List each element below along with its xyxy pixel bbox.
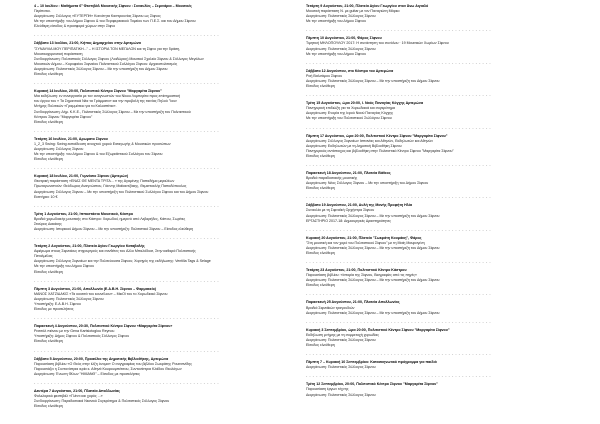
event-detail-line: Συνδιοργάνωση: Πολιτιστικός Σύλλογος Σίφνου (Λοιδώρας) Μουσικό Σχολείο Σίφνου & Σύλλογος Μεγάλων <box>34 56 204 61</box>
dotted-separator: - - - - - - - - - - - - - - - - - - - - - - - - - - - - - - - - - - - - - - - - - - - - - - - - - - - - - - - <box>34 81 220 86</box>
event-detail-line: Διοργάνωση: Σύλλογος Σιφναίων και την Πολιτεύουσα Σίφνου; Χορηγός της εκδήλωσης: Ventilia Tags & Selage <box>34 259 211 264</box>
event-entry <box>34 4 296 29</box>
event-detail-line: Διοργάνωση: Πολιτιστικός Σύλλογος Σίφνου – Με την υποστήριξη του Δήμου Σίφνου <box>306 278 440 283</box>
event-title: Τετάρτη 2 Αυγούστου, 21:00, Πλατεία Αγίου Γεωργίου Καταβαλής <box>34 244 145 249</box>
event-detail-line: Περίπατοι. <box>34 9 51 14</box>
event-detail-line: Διοργάνωση: Πολιτιστικός Σύλλογος Σίφνου – Με την υποστήριξη του Δήμου Σίφνου <box>306 310 440 315</box>
event-detail-line: Βραδιά παραδοσιακής μουσικής <box>306 176 358 181</box>
event-detail-line: Διοργάνωση: Πολιτιστικός Σύλλογος Σίφνου – Με την υποστήριξη του Δήμου Σίφνου <box>34 66 168 71</box>
event-entry <box>34 41 296 77</box>
event-title: Κυριακή 3 Σεπτεμβρίου, ώρα 20:00, Πολιτιστικό Κέντρο Σίφνου "Μαργαρίτα Σίφνου" <box>306 327 450 332</box>
dotted-separator: - - - - - - - - - - - - - - - - - - - - - - - - - - - - - - - - - - - - - - - - - - - - - - - - - - - - - - - <box>34 348 220 353</box>
event-detail-line: Διοργάνωση: Πολιτιστικός Σύλλογος Σίφνου <box>306 46 376 51</box>
event-entry <box>306 300 568 315</box>
event-title: Κυριακή 20 Αυγούστου, 21:00, Πλατεία "Σωκράτη Κουμάκη", Φάρος <box>306 235 422 240</box>
dotted-separator: - - - - - - - - - - - - - - - - - - - - - - - - - - - - - - - - - - - - - - - - - - - - - - - - - - - - - - - <box>306 195 492 200</box>
event-detail-line: Εισιτήρια: 10 € <box>34 194 58 199</box>
event-detail-line: ΕΡΓΑΣΤΗΡΙΟ 2017-18: Δημιουργικές Δραστηριότητες <box>306 218 391 223</box>
event-detail-line: Διοργάνωση: Πολιτιστικός Σύλλογος Σίφνου <box>306 14 376 19</box>
event-detail-line: Είσοδος ελεύθερη <box>34 339 63 344</box>
event-detail-line: Διοργάνωση: Πολιτιστικός Σύλλογος Σίφνου <box>306 392 376 397</box>
dotted-separator: - - - - - - - - - - - - - - - - - - - - - - - - - - - - - - - - - - - - - - - - - - - - - - - - - - - - - - - <box>34 166 220 171</box>
event-detail-line: Συνδιοργάνωση: Παραδοσιακά Νεανικό Συγκρότημα & Πολιτιστικός Σύλλογος Σίφνου <box>34 399 170 404</box>
event-detail-line: Παρουσιάζει η Συντονίστρια ιερία κ. Αθηνά Κουρουμπέτσου, Συντονίστρια Κλάδου Θεολόγων <box>34 366 182 371</box>
event-entry <box>306 268 568 288</box>
event-entry <box>306 236 568 256</box>
event-title: Πέμπτη 3 Αυγούστου, 21:00, Απολλωνία (Ε.Α.Β.Η. Σίφνου – Φαρμακείο) <box>34 286 157 291</box>
dotted-separator: - - - - - - - - - - - - - - - - - - - - - - - - - - - - - - - - - - - - - - - - - - - - - - - - - - - - - - - <box>306 292 492 297</box>
event-detail-line: του έργου του « Τα Σημαντικά Νέα τα Γράμματα» και την προβολή της ταινίας Πηλού "Ιουν <box>34 99 177 104</box>
event-detail-line: Πανηγυρικός αντίστοιχος και βιβλιοθήκη στην Πολιτιστικό Κέντρο Σίφνου "Μαργαρίτα Σίφνου" <box>306 148 454 153</box>
event-entry <box>34 389 296 409</box>
event-detail-line: Διοργάνωση: Ένωση Φίλων "ΗΜΙΑΝΘ" – Είσοδος με προσκλήσεις <box>34 371 140 376</box>
event-detail-line: Διοργάνωση: Σύλλογος Σίφνου <box>34 146 84 151</box>
event-detail-line: Διοργάνωση: Πολιτιστικός Σύλλογος Σίφνου <box>34 296 104 301</box>
event-detail-line: Μουσικών Δήμου – Κορυφαίου Σιφναίου Πολιτιστικού Συλλόγου Σίφνου: Αρχαιοπολιτισμός <box>34 61 178 66</box>
dotted-separator: - - - - - - - - - - - - - - - - - - - - - - - - - - - - - - - - - - - - - - - - - - - - - - - - - - - - - - - <box>306 28 492 33</box>
event-detail-line: Διοργάνωση: Πολιτιστικός Σύλλογος Σίφνου <box>306 337 376 342</box>
event-detail-line: Συνδιοργάνωση: Δήμ. Κ.Κ.Ε., Πολιτιστικός Σύλλογος Σίφνου – Με την υποστήριξη του Πολιτιστικού <box>34 109 191 114</box>
event-title: Τρίτη 12 Σεπτεμβρίου, 20:00, Πολιτιστικό Κέντρο Σίφνου "Μαργαρίτα Σίφνου" <box>306 382 438 387</box>
event-detail-line: Τιμητική ΜΗΛΟΠΟΥΛΟΥ 2017: Η συνάντηση του συνόλου · 19 Μουσικών Χωρίων Σίφνου <box>306 41 449 46</box>
event-entry <box>306 171 568 191</box>
event-title: Κυριακή 14 Ιουλίου, 20:00, Πολιτιστικό Κέντρο Σίφνου "Μαργαρίτα Σίφνου" <box>34 89 162 94</box>
event-entry <box>306 360 568 370</box>
dotted-separator: - - - - - - - - - - - - - - - - - - - - - - - - - - - - - - - - - - - - - - - - - - - - - - - - - - - - - - - <box>306 125 492 130</box>
event-detail-line: Παρουσίαση βιβλίου «Ο Θεός στην έλξη όνομα» Ο συγγραφέας του βιβλίου Σωκράτης Ρουσσινίδης <box>34 361 192 366</box>
event-detail-line: 1_2_3 Swing: Swing εκπαίδευση ανοιχτού χορού Εισαγωγής & Μουσικών προσώπων <box>34 141 171 146</box>
event-title: Τρίτη 15 Αυγούστου, ώρα 20:00, Ι. Ναός Παναγίας Κόγχης Αρτεμώνα <box>306 101 424 106</box>
event-detail-line: Ελεύθερη είσοδος & προσφορά χώρων στην Σίφνο <box>34 24 116 29</box>
event-entry <box>34 174 296 199</box>
event-detail-line: Βραδιά Σιφναϊκών τραγουδιών <box>306 305 355 310</box>
event-detail-line: Βραδιά χορωδιακής μουσικής στο Κάστρο: Χορωδιοί, ημερινό από Λεβαρήδες, Κάπου, Σωρίτες <box>34 216 186 221</box>
event-detail-line: Μουσικοχορευτική παράσταση <box>34 51 83 56</box>
dotted-separator: - - - - - - - - - - - - - - - - - - - - - - - - - - - - - - - - - - - - - - - - - - - - - - - - - - - - - - - <box>306 352 492 357</box>
event-detail-line: Διοργάνωση: Ενορία της Ιερού Ναού Παναγίας Κόγχης <box>306 111 394 116</box>
event-entry <box>306 101 568 121</box>
dotted-separator: - - - - - - - - - - - - - - - - - - - - - - - - - - - - - - - - - - - - - - - - - - - - - - - - - - - - - - - <box>34 380 220 385</box>
dotted-separator: - - - - - - - - - - - - - - - - - - - - - - - - - - - - - - - - - - - - - - - - - - - - - - - - - - - - - - - <box>306 319 492 324</box>
event-detail-line: Ροή Βαλσάμου Σίφνου <box>306 73 343 78</box>
event-detail-line: Πεταλμέλας <box>34 254 53 259</box>
event-detail-line: Εκδήλωση μνήμης με τη συμμετοχή χορωδίας <box>306 332 379 337</box>
event-title: Παρασκευή 18 Αυγούστου, 21:00, Πλατεία Βάθεος <box>306 170 391 175</box>
event-entry <box>306 4 568 24</box>
event-detail-line: Διοργάνωση: Εκδηλωτών με τη Δημοτική Βιβλιοθήκη Σίφνου <box>306 143 402 148</box>
event-detail-line: Υποστήριξη: Δήμος Σίφνου & Πολιτιστικός Σύλλογος Σίφνου <box>34 334 130 339</box>
event-entry <box>34 357 296 377</box>
event-detail-line: Είσοδος ελεύθερη <box>34 72 63 77</box>
dotted-separator: - - - - - - - - - - - - - - - - - - - - - - - - - - - - - - - - - - - - - - - - - - - - - - - - - - - - - - - <box>34 278 220 283</box>
event-title: Σάββατο 13 Ιουλίου, 21:00, Κήπος Δημαρχείου στην Αρτεμώνα <box>34 41 141 46</box>
event-detail-line: Διοργάνωση: Πολιτιστικός Σύλλογος Σίφνου – Με την υποστήριξη του Δήμου Σίφνου <box>306 245 440 250</box>
event-detail-line: Με την υποστήριξη του Δήμου Σίφνου <box>34 264 94 269</box>
event-detail-line: Διοργάνωση: Ιστορικού Δήμου Σίφνου – Με την υποστήριξη: Πολιτιστικό Σίφνου – Είσοδος ελεύθερη <box>34 227 194 231</box>
event-detail-line: Διοργάνωση: Σύλλογος Σιφναίων Ισπανίας και Αθηνών, Εκδηλωτών και Αθηνών <box>306 138 433 143</box>
event-detail-line: Διοργάνωση: Πολιτιστικός Σύλλογος Σίφνου – Με την υποστήριξη του Δήμου Σίφνου <box>306 213 440 218</box>
event-detail-line: Διοργάνωση: Σύλλογος «ΕΥΤΕΡΠΗ» Κοινότητα Καστρουνίας Σίφνου ως Σίφνος <box>34 14 161 19</box>
event-detail-line: Παρουσίαση έργων τέχνης <box>306 387 349 392</box>
dotted-separator: - - - - - - - - - - - - - - - - - - - - - - - - - - - - - - - - - - - - - - - - - - - - - - - - - - - - - - - <box>34 236 220 241</box>
event-entry <box>34 212 296 232</box>
event-detail-line: Είσοδος ελεύθερη <box>306 84 335 89</box>
event-title: Σάββατο 5 Αυγούστου, 20:00, Προαύλιο της Δημοτικής Βιβλιοθήκης, Αρτεμώνα <box>34 356 169 361</box>
event-detail-line: Είσοδος ελεύθερη <box>34 119 63 124</box>
event-detail-line: Ρεσιτάλ πιάνου με την Gena Kartsiotoglou Reynou <box>34 329 115 334</box>
dotted-separator: - - - - - - - - - - - - - - - - - - - - - - - - - - - - - - - - - - - - - - - - - - - - - - - - - - - - - - - <box>306 227 492 232</box>
event-detail-line: Πρωταγωνιστούν: Θεόδωρος Αναγνώστου, Γιάννης Μαϊκαντζάκης, Θεμιστοκλής Παπαδόπουλος <box>34 184 187 189</box>
event-entry <box>306 203 568 223</box>
event-title: Δευτέρα 7 Αυγούστου, 21:00, Πλατεία Απολλωνίας <box>34 388 120 393</box>
event-detail-line: Είσοδος ελεύθερη <box>306 283 335 288</box>
dotted-separator: - - - - - - - - - - - - - - - - - - - - - - - - - - - - - - - - - - - - - - - - - - - - - - - - - - - - - - - <box>34 203 220 208</box>
event-detail-line: Είσοδος ελεύθερη <box>306 186 335 191</box>
event-detail-line: Θεατρική παράσταση «ΕΝΑΣ ΘΕ ΜΕΝΤΑ ΤΡΙΤΑ... » της Αγαμένης Παπαδήμα μεραλέων <box>34 179 175 184</box>
event-detail-line: Είσοδος ελεύθερη <box>306 343 335 348</box>
event-title: Παρασκευή 25 Αυγούστου, 21:00, Πλατεία Απολλωνίας <box>306 300 400 305</box>
event-detail-line: Κέντρου Σίφνου "Μαργαρίτα Σίφνου" <box>34 114 93 119</box>
event-title: Σάββατο 12 Αυγούστου, στο Κάστρο του Αρτεμώνα <box>306 68 394 73</box>
event-entry <box>34 287 296 312</box>
event-entry <box>306 36 568 56</box>
dotted-separator: - - - - - - - - - - - - - - - - - - - - - - - - - - - - - - - - - - - - - - - - - - - - - - - - - - - - - - - <box>34 128 220 133</box>
event-detail-line: Είσοδος ελεύθερη <box>306 251 335 255</box>
event-title: Κυριακή 18 Ιουλίου, 21:00, Γυμνάσιο Σίφνου (Αρτεμών) <box>34 174 129 179</box>
event-detail-line: Είσοδος ελεύθερη <box>34 269 63 274</box>
dotted-separator: - - - - - - - - - - - - - - - - - - - - - - - - - - - - - - - - - - - - - - - - - - - - - - - - - - - - - - - <box>306 93 492 98</box>
dotted-separator: - - - - - - - - - - - - - - - - - - - - - - - - - - - - - - - - - - - - - - - - - - - - - - - - - - - - - - - <box>306 260 492 265</box>
event-entry <box>34 324 296 344</box>
event-detail-line: Είσοδος ελεύθερη <box>306 153 335 158</box>
event-detail-line: Διοργάνωση: Πολιτιστικός Σύλλογος Σίφνου – Με την υποστήριξη του Δήμου Σίφνου <box>306 78 440 83</box>
event-detail-line: Διοργάνωση: Πολιτιστικός Σύλλογος Σίφνου <box>306 365 376 370</box>
dotted-separator: - - - - - - - - - - - - - - - - - - - - - - - - - - - - - - - - - - - - - - - - - - - - - - - - - - - - - - - <box>306 60 492 65</box>
event-detail-line: Διοργάνωση: Σύλλογος Σίφνου – Με την υποστήριξη του Πολιτιστικού Συλλόγου Σίφνου και του Δήμου Σίφνου <box>34 189 209 194</box>
event-entry <box>306 134 568 159</box>
event-detail-line: Συναυλία με τη Σιφναϊκή Ορχήστρα Σίφνου <box>306 208 375 213</box>
event-detail-line: Με την υποστήριξη: του Δήμου Σίφνου & του Περιφερειακού Ταμείου των Π.Ε.Σ. και του Δήμου Σίφνου <box>34 19 196 24</box>
event-entry <box>306 382 568 397</box>
event-title: Τετάρτη 16 Ιουλίου, 21:00, Αρωματο Σίφνου <box>34 136 108 141</box>
event-title: Τετάρτη 23 Αυγούστου, 21:00, Πολιτιστικό Κέντρο Κάστρου <box>306 268 407 273</box>
event-title: Τετάρτη 9 Αυγούστου, 21:00, Πλατεία Αγίου Γεωργίου στον Άνω Αιγιαλό <box>306 4 429 8</box>
event-detail-line: "ΣΥΝΑΥΛΙΑ ΜΟΥ ΠΕΡΙΠΑΤΙΚΗ..." – Η ΙΣΤΟΡΙΑ ΤΟΝ ΜΕΓΑΛΟΝ και τη Σίφνο για την δράση, <box>34 46 181 51</box>
event-detail-line: Υποστήριξη: Ε.Α.Β.Η. Σίφνου <box>34 301 81 306</box>
event-title: Πέμπτη 17 Αυγούστου, ώρα 20:00, Πολιτιστικό Κέντρο Σίφνου "Μαργαρίτα Σίφνου" <box>306 133 448 138</box>
event-detail-line: Είσοδος ελεύθερη <box>34 404 63 409</box>
event-detail-line: Με την υποστήριξη του Δήμου Σίφνου <box>306 19 366 24</box>
dotted-separator: - - - - - - - - - - - - - - - - - - - - - - - - - - - - - - - - - - - - - - - - - - - - - - - - - - - - - - - <box>34 316 220 321</box>
right-column <box>306 4 568 402</box>
left-column <box>34 4 296 413</box>
event-detail-line: Αφιέρωμα στους Σιφναίους στιχουργούς και συνθέτες του Αλλο Μπαλόδιοσ, Στην καθαρά Πολιτιστικής <box>34 249 196 254</box>
dotted-separator: - - - - - - - - - - - - - - - - - - - - - - - - - - - - - - - - - - - - - - - - - - - - - - - - - - - - - - - <box>306 162 492 167</box>
event-detail-line: Με την υποστήριξη του Δήμου Σίφνου <box>306 51 366 56</box>
event-entry <box>306 69 568 89</box>
event-entry <box>34 244 296 275</box>
event-detail-line: Διοργάνωση: Νέος Σύλλογος Σίφνου – Με την υποστήριξη του Δήμου Σίφνου <box>306 181 429 186</box>
event-title: Τρίτη 1 Αυγούστου, 21:00, Ιπποστάσιο Μουσικού, Κάστρο <box>34 211 134 216</box>
event-title: 4 – 10 Ιουλίου : Μαθήματα 6° Φεστιβάλ Μουσικής Σίφνου : Συναυλίες – Σεμινάρια – Μουσικές <box>34 4 192 8</box>
dotted-separator: - - - - - - - - - - - - - - - - - - - - - - - - - - - - - - - - - - - - - - - - - - - - - - - - - - - - - - - <box>306 374 492 379</box>
event-detail-line: Είσοδος με προσκλήσεις <box>34 307 74 312</box>
event-detail-line: Μουσική παράσταση Ν. με guitar με τον Παναγιώτη Μάρκο <box>306 9 400 14</box>
event-entry <box>306 328 568 348</box>
event-detail-line: Παρουσίαση βιβλίου: «Ιστορία της Σίφνου, Βιογραφίες από τις πηγές» <box>306 273 417 278</box>
event-entry <box>34 137 296 162</box>
event-detail-line: Φολκλορικό φεστιβάλ «Γλέντι και χορός ...» <box>34 393 103 398</box>
event-detail-line: Με την υποστήριξη: του Δήμου Σίφνου & του Εξωραϊστικού Συλλόγου του Σίφνου <box>34 152 163 157</box>
event-detail-line: Πανηγυρική επιδιώξη για τα Χορωδιακά και συγκρότημα <box>306 106 395 111</box>
event-detail-line: Σταύρος Δακάκης <box>34 221 62 226</box>
event-title: Παρασκευή 4 Αυγούστου, 20:30, Πολιτιστικό Κέντρο Σίφνου «Μαργαρίτα Σίφνου» <box>34 324 173 329</box>
event-detail-line: "Στη μουσική και τον χορό του Πολιτιστικού Σίφνου" με τη Μαίη Μαυρογένη <box>306 240 425 245</box>
event-title: Πέμπτη 10 Αυγούστου, 21:00, Φάρος Σίφνου <box>306 36 382 41</box>
event-entry <box>34 89 296 125</box>
event-title: Σάββατο 19 Αυγούστου, 21:00, Αυλή της Μονής Προφήτη Ηλία <box>306 203 412 208</box>
event-detail-line: Μια εκδήλωση: εν συνεργασία με τον αναγνωστών του Νίκου Λυμπερίτα προς επίσημοστική <box>34 94 181 99</box>
event-detail-line: Με την υποστήριξη του Πολιτιστικού Συλλόγου Σίφνου <box>306 116 392 121</box>
event-detail-line: Είσοδος ελεύθερη <box>34 157 63 162</box>
event-detail-line: Μνήμης Πολιτικών «Γραμμάτειο για τα Καλοσπίτια». <box>34 104 117 109</box>
dotted-separator: - - - - - - - - - - - - - - - - - - - - - - - - - - - - - - - - - - - - - - - - - - - - - - - - - - - - - - - <box>34 33 220 38</box>
event-title: Πέμπτη 7 – Κυριακή 10 Σεπτεμβρίου: Κατασκηνωτικό πρόγραμμα για παιδιά <box>306 360 437 365</box>
event-detail-line: ΜΑΝΟΣ ΧΑΤΖΙΔΑΚΙΣ «Τα κουτσά του κουνέλιου» – ΜικΟί του το Χορωδιακό Σίφνου <box>34 291 168 296</box>
